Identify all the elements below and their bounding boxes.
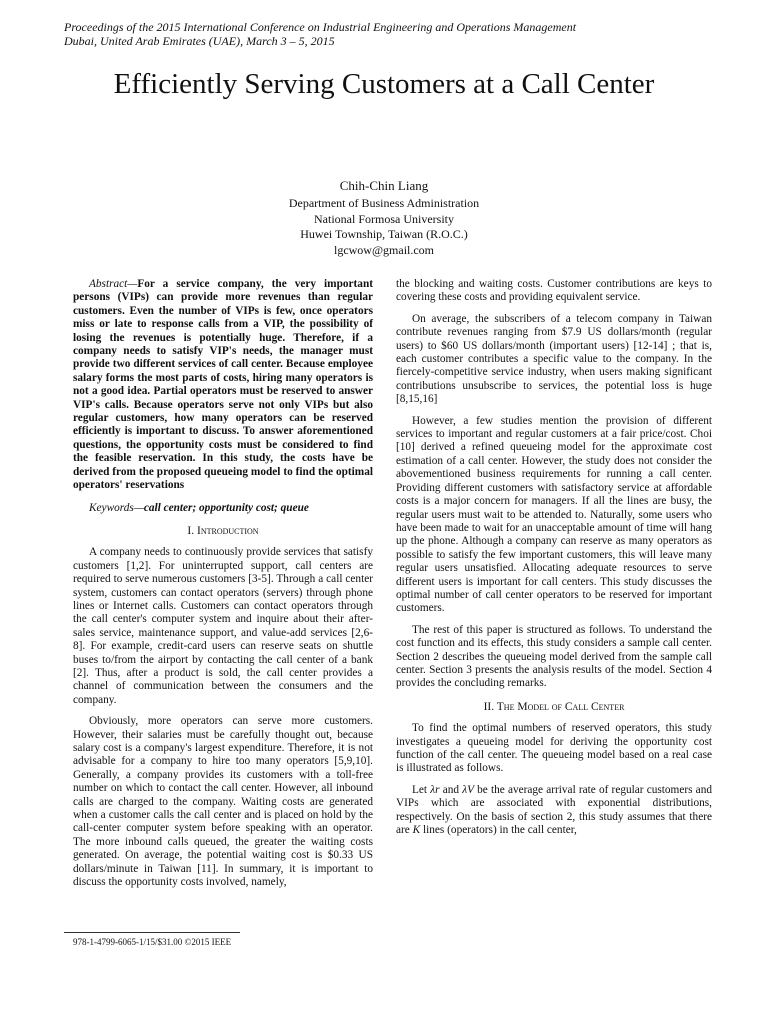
author-email[interactable]: lgcwow@gmail.com — [333, 242, 435, 257]
section-2-heading: II. The Model of Call Center — [483, 700, 625, 713]
section-1-paragraph-2: Obviously, more operators can serve more customers. However, their salaries must be carefully thought out, because salary cost is a company's largest expenditure. Therefore, it is not advisable for a company to hire too many operators [5,9,10]. Generally, a company provides its customers with a toll-free number on which to contact the call center. However, all inbound calls are charged to the company. Waiting costs are generated when a customer calls the call center and is placed on hold by the call-center computer system before speaking with an operator. The more inbound calls queued, the greater the waiting costs generated. On average, the potential waiting cost is $0.33 US dollars/minute in Taiwan [11]. In summary, it is important to discuss the opportunity costs involved, namely, — [73, 715, 373, 889]
s2p2-text-a: Let — [412, 783, 431, 796]
section-1-heading: I. Introduction — [187, 524, 259, 537]
author-university: National Formosa University — [314, 211, 454, 226]
author-location: Huwei Township, Taiwan (R.O.C.) — [300, 227, 468, 241]
footnote-divider — [64, 932, 240, 933]
keywords-lead: Keywords— — [89, 501, 144, 514]
header-line-2: Dubai, United Arab Emirates (UAE), March 3 – 5, 2015 — [64, 34, 335, 48]
s2p2-text-d: lines (operators) in the call center, — [420, 824, 577, 837]
author-affiliation — [0, 196, 768, 258]
section-1-paragraph-5: However, a few studies mention the provision of different services to important and regular customers at a fair price/cost. Choi [10] derived a refined queueing model for the approximate cost estimation of a call center. However, the study does not consider the abovementioned business requirements for running a call center. Providing different customers with satisfactory service at affordable costs is a major concern for managers. If all the lines are busy, the regular users must wait to be attended to. Naturally, some users who have been made to wait for an unacceptable amount of time will hang up the phone. Although a company can reserve as many operators as possible to satisfy the few important customers, this will leave many regular users unsatisfied. Allocating adequate resources to serve different users is important for call centers. This study discusses the optimal number of call center operators to be reserved for important customers. — [396, 414, 712, 615]
lambda-v-symbol: λV — [462, 783, 474, 796]
abstract-text: For a service company, the very important persons (VIPs) can provide more revenues than regular customers. Even the number of VIPs is few, once operators miss or late to response calls from a VIP, the possibility of losing the revenues is potentially huge. Therefore, if a company needs to satisfy VIP's needs, the manager must provide two different services of call center. Because employee salary forms the most parts of costs, hiring many operators is not a good idea. Partial operators must be reserved to answer VIP's calls. Because operators serve not only VIPs but also regular customers, how many operators can be reserved efficiently is important to discuss. To answer aforementioned questions, the opportunity costs must be considered to find the feasible reservation. In this study, the costs have be derived from the proposed queueing model to find the optimal operators' reservations — [73, 278, 373, 492]
s2p2-text-c: be the average arrival rate of regular customers and VIPs which are associated with exponential distributions, respectively. On the basis of section 2, this study assumes that there are — [396, 783, 712, 837]
lambda-r-symbol: λr — [430, 783, 440, 796]
keywords-text: call center; opportunity cost; queue — [143, 501, 309, 514]
paper-title: Efficiently Serving Customers at a Call Center — [113, 68, 655, 100]
right-column — [396, 278, 712, 845]
section-1-paragraph-3: the blocking and waiting costs. Customer contributions are keys to covering these costs and providing equivalent service. — [396, 278, 712, 304]
k-symbol: K — [412, 824, 421, 837]
section-1-paragraph-1: A company needs to continuously provide services that satisfy customers [1,2]. For uninterrupted support, call centers are required to serve numerous customers [3-5]. Through a call center system, customers can contact operators (servers) through phone lines or Internet calls. Customers can contact operators through the call center's computer system and inquire about their after-sales service, maintenance support, and value-add services [2,6-8]. For example, credit-card users can reserve seats on shuttle buses to/from the airport by contacting the call center of a bank [2]. Thus, after a product is sold, the call center provides a channel of communication between the consumers and the company. — [73, 546, 373, 706]
abstract — [73, 278, 373, 493]
section-2-paragraph-2 — [396, 784, 712, 838]
section-1-paragraph-4: On average, the subscribers of a telecom company in Taiwan contribute revenues ranging from $7.9 US dollars/month (regular users) to $60 US dollars/month (important users) [12-14] ; that is, each customer contributes a specific value to the company. In the fiercely-competitive service industry, when users making significant contributions unsubscribe to services, the potential loss is huge [8,15,16] — [396, 312, 712, 406]
abstract-lead: Abstract— — [89, 278, 138, 290]
s2p2-text-b: and — [439, 783, 463, 796]
footnote-copyright: 978-1-4799-6065-1/15/$31.00 ©2015 IEEE — [73, 937, 232, 947]
author-department: Department of Business Administration — [288, 196, 480, 210]
conference-header — [64, 20, 576, 48]
author-name: Chih-Chin Liang — [339, 178, 429, 193]
left-column — [73, 278, 373, 897]
section-1-paragraph-6: The rest of this paper is structured as follows. To understand the cost function and its effects, this study considers a sample call center. Section 2 describes the queueing model derived from the sample call center. Section 3 presents the analysis results of the model. Section 4 provides the concluding remarks. — [396, 623, 712, 690]
keywords — [73, 502, 373, 515]
header-line-1: Proceedings of the 2015 International Conference on Industrial Engineering and Operations Management — [64, 20, 577, 34]
section-2-paragraph-1: To find the optimal numbers of reserved operators, this study investigates a queueing model for deriving the opportunity cost function of the call center. The queueing model based on a real case is illustrated as follows. — [396, 722, 712, 775]
